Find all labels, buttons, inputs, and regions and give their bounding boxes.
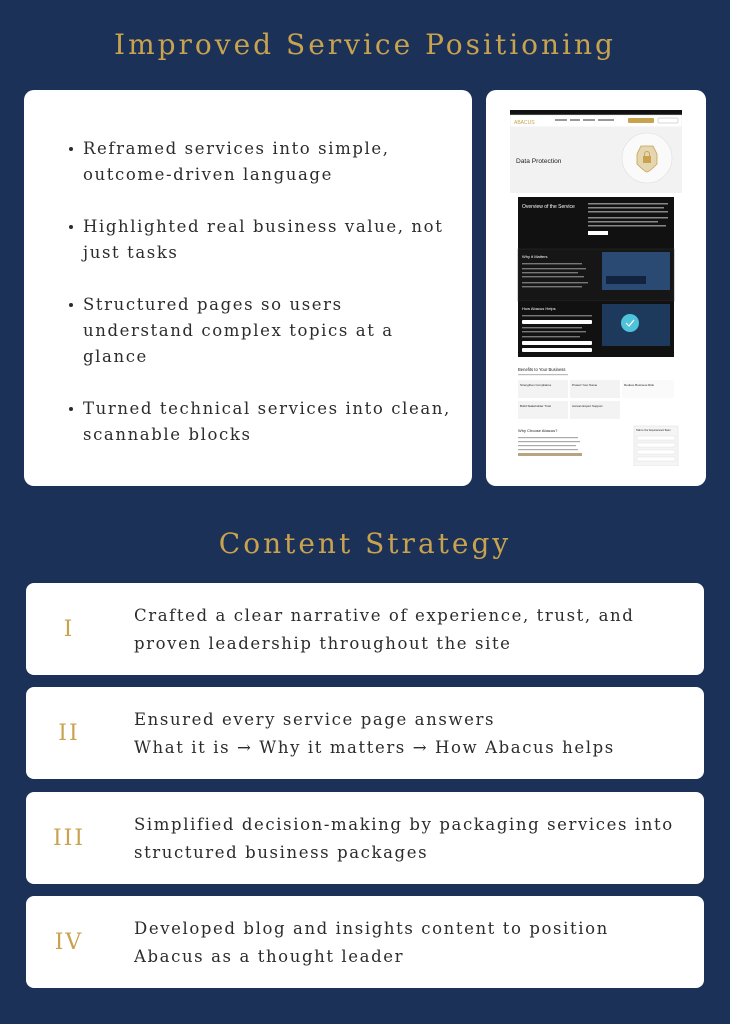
bullet-item: Reframed services into simple, outcome-driven language bbox=[68, 136, 452, 188]
bullet-item: Structured pages so users understand complex topics at a glance bbox=[68, 292, 452, 370]
strategy-line: Abacus as a thought leader bbox=[134, 947, 405, 966]
strategy-item bbox=[26, 583, 704, 675]
preview-hero-title: Data Protection bbox=[516, 158, 562, 165]
strategy-line: structured business packages bbox=[134, 843, 429, 862]
strategy-line: proven leadership throughout the site bbox=[134, 634, 512, 653]
strategy-line: Developed blog and insights content to position bbox=[134, 919, 609, 938]
website-screenshot-thumbnail bbox=[510, 110, 682, 466]
roman-numeral: III bbox=[52, 825, 86, 851]
roman-numeral: IV bbox=[54, 929, 84, 955]
strategy-item bbox=[26, 896, 704, 988]
svg-text:Build Stakeholder Trust: Build Stakeholder Trust bbox=[520, 404, 552, 408]
strategy-line: Crafted a clear narrative of experience, trust, and bbox=[134, 606, 635, 625]
roman-numeral: II bbox=[58, 720, 80, 746]
strategy-line: What it is → Why it matters → How Abacus helps bbox=[134, 738, 615, 757]
svg-text:Overview of the Service: Overview of the Service bbox=[522, 204, 575, 210]
strategy-text bbox=[134, 602, 690, 658]
svg-text:Reduce Business Risk: Reduce Business Risk bbox=[624, 383, 655, 387]
strategy-text bbox=[134, 811, 690, 867]
svg-text:Why it Matters: Why it Matters bbox=[522, 254, 548, 259]
svg-text:How Abacus Helps: How Abacus Helps bbox=[522, 306, 556, 311]
website-preview-card bbox=[486, 90, 706, 486]
bullet-item: Highlighted real business value, not just tasks bbox=[68, 214, 452, 266]
strategy-item bbox=[26, 687, 704, 779]
preview-logo: ABACUS bbox=[514, 120, 535, 126]
svg-text:Protect Your Name: Protect Your Name bbox=[572, 383, 598, 387]
positioning-card bbox=[24, 90, 472, 486]
svg-text:Talk to Our Experienced Team: Talk to Our Experienced Team bbox=[636, 429, 671, 432]
strategy-line: Simplified decision-making by packaging services into bbox=[134, 815, 674, 834]
section-title-content-strategy: Content Strategy bbox=[218, 527, 512, 560]
strategy-text bbox=[134, 915, 690, 971]
roman-numeral: I bbox=[63, 616, 75, 642]
bullet-item: Turned technical services into clean, scannable blocks bbox=[68, 396, 452, 448]
strategy-line: Ensured every service page answers bbox=[134, 710, 496, 729]
svg-text:Strengthen Compliance: Strengthen Compliance bbox=[520, 383, 552, 387]
strategy-item bbox=[26, 792, 704, 884]
svg-text:Access Expert Support: Access Expert Support bbox=[572, 404, 603, 408]
strategy-text bbox=[134, 706, 690, 762]
positioning-bullet-list bbox=[68, 136, 452, 448]
svg-text:Benefits to Your Business: Benefits to Your Business bbox=[518, 367, 566, 372]
section-title-positioning: Improved Service Positioning bbox=[114, 28, 616, 61]
svg-text:Why Choose Abacus?: Why Choose Abacus? bbox=[518, 428, 558, 433]
